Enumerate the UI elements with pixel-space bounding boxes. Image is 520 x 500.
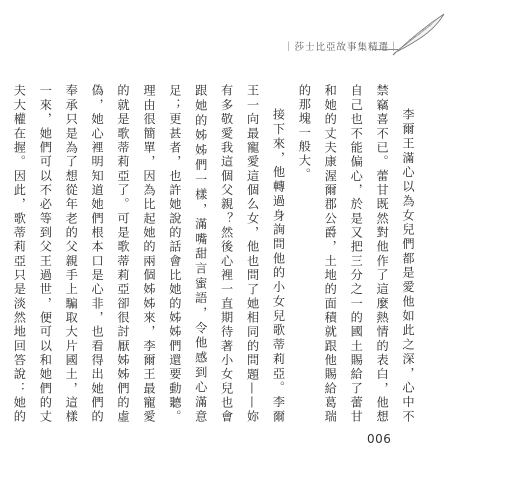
- page-number: 006: [367, 432, 392, 446]
- paragraph: 李爾王滿心以為女兒們都是愛他如此之深，心中不禁竊喜不已。蕾甘既然對他作了這麼熱情的表白，他想自己也不能偏心，於是又把三分之一的國土賜給了蕾甘和她的丈夫康渥爾郡公爵，土地的面積就跟他賜給葛瑞的那塊一般大。: [297, 84, 415, 424]
- paragraph: 接下來，他轉過身詢問他的小女兒歌蒂莉亞。李爾王一向最寵愛這個么女，他也問了她相同的問題——妳有多敬愛我這個父親？然後心裡一直期待著小女兒也會跟她的姊姊們一樣，滿嘴甜言蜜語，令他感到心滿意足；更甚者，也許她說的話會比她的姊姊們還要動聽。理由很簡單，因為比起她的兩個姊姊來，李爾王最寵愛的就是歌蒂莉亞了。可是歌蒂莉亞卻很討厭姊姊們的虛偽，她心裡明知道她們根本口是心非，也看得出她們的奉承只是為了想從年老的父親手上騙取大片國土，這樣一來，她們可以不必等到父王過世，便可以和她們的丈夫大權在握。因此，歌蒂莉亞只是淡然地回答說：她的: [12, 84, 286, 424]
- series-title: ｜莎士比亞故事集精選｜: [284, 42, 400, 53]
- quill-icon: [392, 8, 450, 56]
- body-text: [0, 84, 420, 424]
